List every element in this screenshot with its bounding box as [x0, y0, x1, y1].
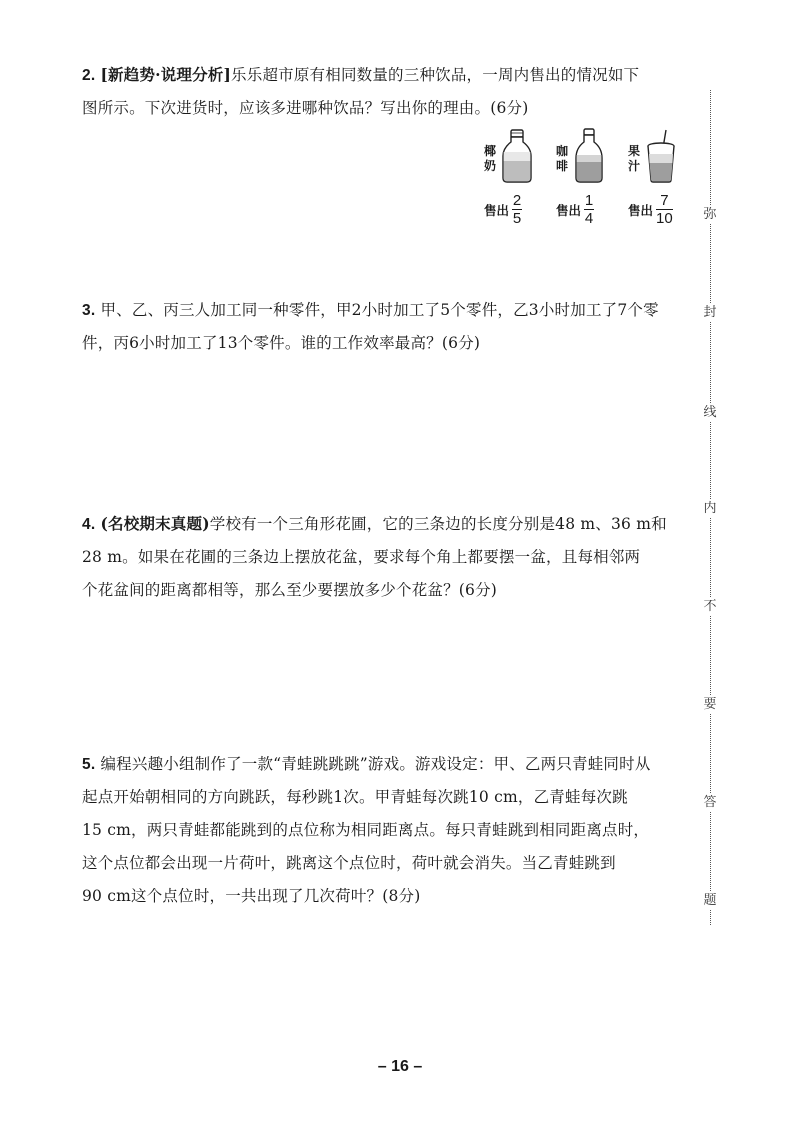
binding-char: 封 [700, 304, 720, 322]
problem-5-line-2: 起点开始朝相同的方向跳跃，每秒跳1次。甲青蛙每次跳10 cm，乙青蛙每次跳 [82, 788, 628, 806]
problem-4-line-3: 个花盆间的距离都相等，那么至少要摆放多少个花盆？(6分) [82, 581, 498, 599]
problem-4-line-2: 28 m。如果在花圃的三条边上摆放花盆，要求每个角上都要摆一盆，且每相邻两 [82, 548, 641, 566]
binding-char: 题 [700, 892, 720, 910]
problem-2 [82, 58, 694, 125]
problem-text: 甲、乙、丙三人加工同一种零件，甲2小时加工了5个零件，乙3小时加工了7个零 [100, 301, 659, 319]
binding-char: 答 [700, 794, 720, 812]
problem-5-line-1 [82, 748, 694, 781]
sold-fraction: 售出 $\frac{2}{5}$ [484, 192, 522, 227]
problem-number: 2. [82, 67, 96, 84]
coconut-milk-bottle-icon [500, 128, 534, 184]
problem-3 [82, 294, 694, 360]
coffee-bottle-icon [572, 128, 606, 184]
binding-char: 弥 [700, 206, 720, 224]
problem-text: 乐乐超市原有相同数量的三种饮品，一周内售出的情况如下 [231, 66, 640, 84]
page-number: – 16 – [377, 1058, 423, 1075]
juice-cup-icon [644, 128, 678, 184]
problem-4-line-1 [82, 507, 694, 541]
problem-text: 编程兴趣小组制作了一款“青蛙跳跳跳”游戏。游戏设定：甲、乙两只青蛙同时从 [100, 755, 651, 773]
drink-label: 果 汁 [627, 144, 640, 173]
problem-5-line-4: 这个点位都会出现一片荷叶，跳离这个点位时，荷叶就会消失。当乙青蛙跳到 [82, 854, 616, 872]
binding-char: 内 [700, 500, 720, 518]
problem-number: 5. [82, 756, 96, 773]
problem-3-line-1 [82, 294, 694, 327]
problem-5-line-3: 15 cm，两只青蛙都能跳到的点位称为相同距离点。每只青蛙跳到相同距离点时， [82, 821, 650, 839]
problem-text: 学校有一个三角形花圃，它的三条边的长度分别是48 m、36 m和 [209, 515, 667, 533]
problem-5 [82, 748, 694, 913]
sold-fraction: 售出 $\frac{7}{10}$ [628, 192, 673, 227]
drink-label: 椰 奶 [483, 144, 496, 173]
problem-tag: [新趋势·说理分析] [100, 65, 232, 84]
sold-fraction: 售出 $\frac{1}{4}$ [556, 192, 594, 227]
problem-5-line-5: 90 cm这个点位时，一共出现了几次荷叶？(8分) [82, 887, 421, 905]
problem-2-line-2: 图所示。下次进货时，应该多进哪种饮品？写出你的理由。(6分) [82, 99, 529, 117]
problem-3-line-2: 件，丙6小时加工了13个零件。谁的工作效率最高？(6分) [82, 334, 481, 352]
binding-char: 不 [700, 598, 720, 616]
problem-tag: (名校期末真题) [100, 514, 210, 533]
problem-number: 4. [82, 516, 96, 533]
binding-char: 要 [700, 696, 720, 714]
problem-2-line-1 [82, 58, 694, 92]
problem-4 [82, 507, 694, 607]
problem-number: 3. [82, 302, 96, 319]
drinks-illustration [478, 128, 688, 238]
drink-label: 咖 啡 [555, 144, 568, 173]
binding-char: 线 [700, 404, 720, 422]
